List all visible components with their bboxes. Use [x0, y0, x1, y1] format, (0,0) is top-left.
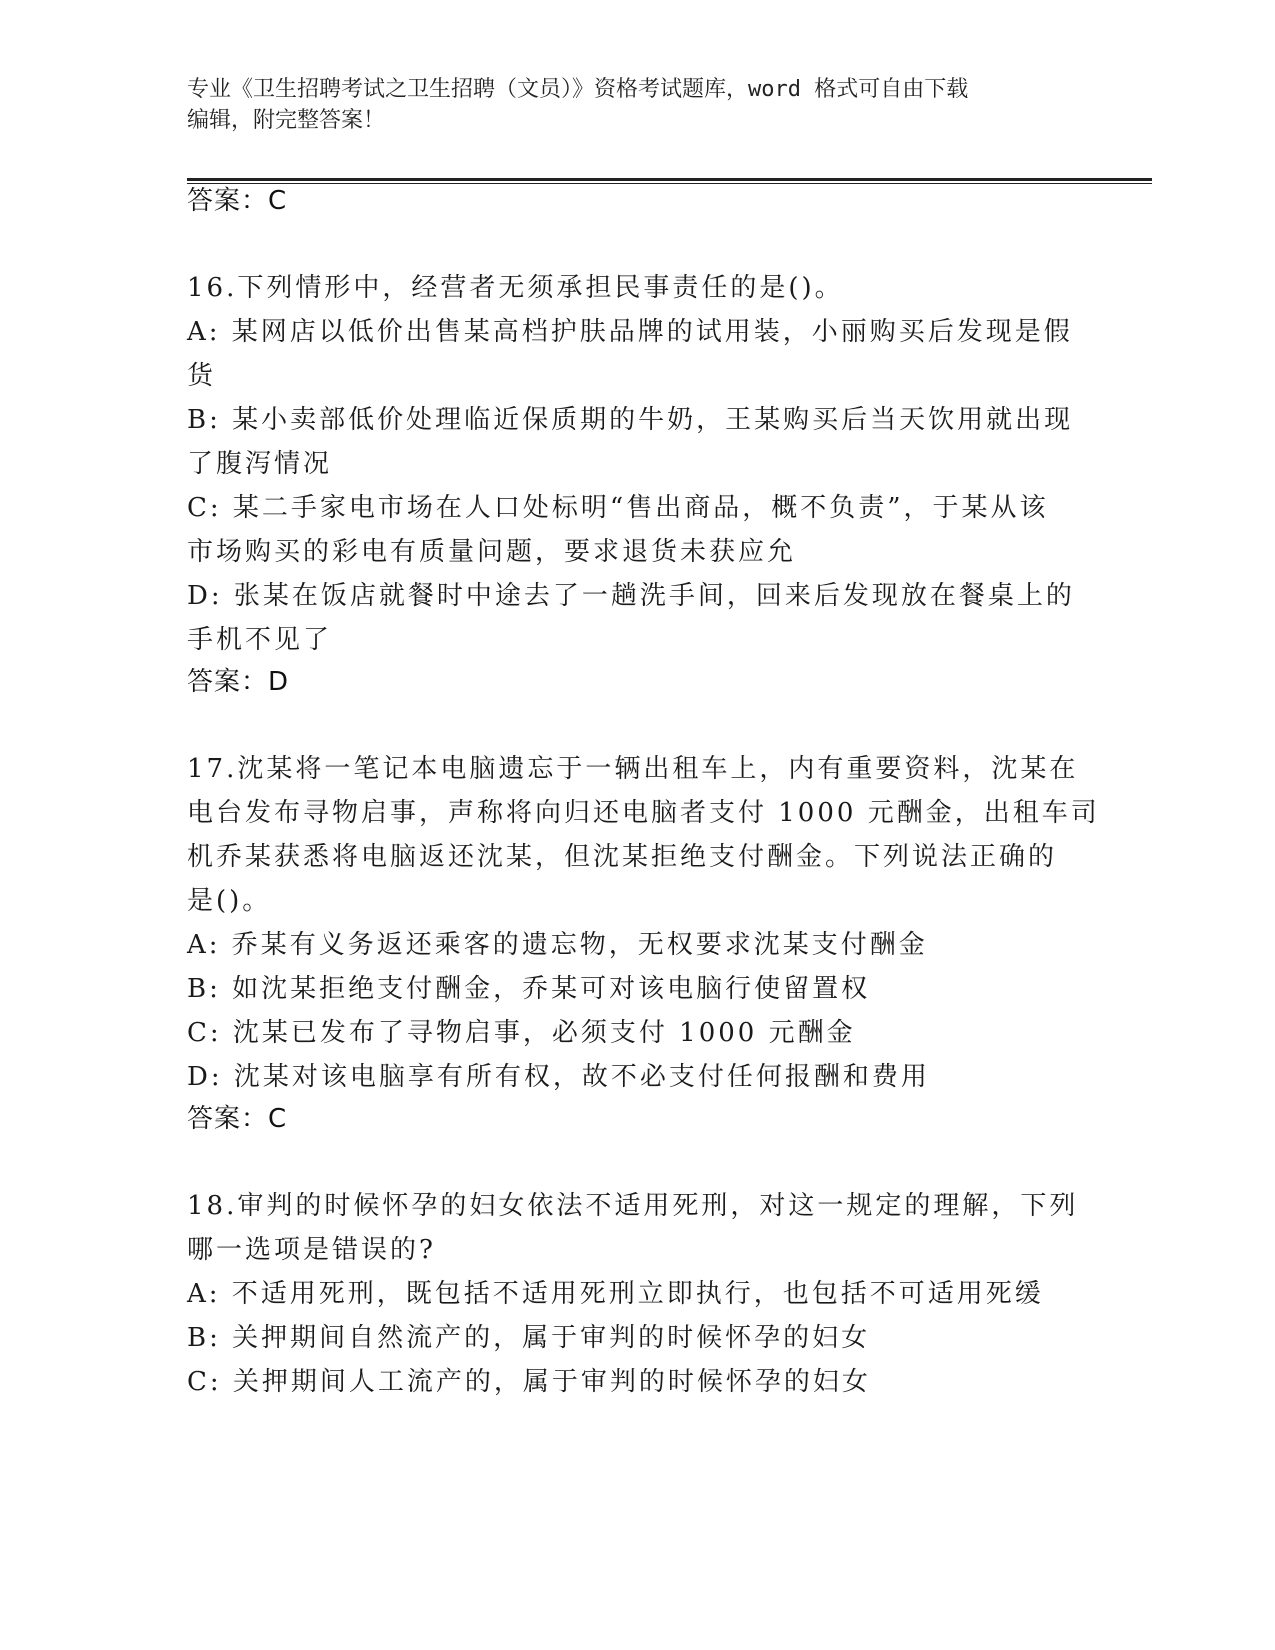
q18-stem-2: 哪一选项是错误的? — [187, 1235, 436, 1265]
q18-option-a: A: 不适用死刑，既包括不适用死刑立即执行，也包括不可适用死缓 — [187, 1279, 1044, 1309]
q17-option-c: C: 沈某已发布了寻物启事，必须支付 1000 元酬金 — [187, 1018, 856, 1048]
q17-answer: 答案：C — [187, 1104, 288, 1134]
q16-option-a: A: 某网店以低价出售某高档护肤品牌的试用装，小丽购买后发现是假 — [187, 317, 1073, 347]
q17-option-a: A: 乔某有义务返还乘客的遗忘物，无权要求沈某支付酬金 — [187, 930, 928, 960]
q17-stem-4: 是()。 — [187, 886, 272, 916]
header-line-2: 编辑，附完整答案！ — [187, 108, 386, 133]
document-header — [187, 74, 1087, 136]
q16-option-d-cont: 手机不见了 — [187, 625, 333, 655]
q17-stem-2: 电台发布寻物启事，声称将向归还电脑者支付 1000 元酬金，出租车司 — [187, 798, 1100, 828]
q16-option-a-cont: 货 — [187, 361, 217, 391]
header-rule-thick — [187, 178, 1152, 181]
q17-option-b: B: 如沈某拒绝支付酬金，乔某可对该电脑行使留置权 — [187, 974, 871, 1004]
q18-stem-1: 18.审判的时候怀孕的妇女依法不适用死刑，对这一规定的理解，下列 — [187, 1191, 1079, 1221]
q16-answer: 答案：D — [187, 667, 290, 697]
header-rule-thin — [187, 183, 1152, 184]
q17-stem-3: 机乔某获悉将电脑返还沈某，但沈某拒绝支付酬金。下列说法正确的 — [187, 842, 1058, 872]
q16-option-b: B: 某小卖部低价处理临近保质期的牛奶，王某购买后当天饮用就出现 — [187, 405, 1074, 435]
q16-option-c-cont: 市场购买的彩电有质量问题，要求退货未获应允 — [187, 537, 797, 567]
q17-stem-1: 17.沈某将一笔记本电脑遗忘于一辆出租车上，内有重要资料，沈某在 — [187, 754, 1079, 784]
q16-option-d: D: 张某在饭店就餐时中途去了一趟洗手间，回来后发现放在餐桌上的 — [187, 581, 1075, 611]
q18-option-b: B: 关押期间自然流产的，属于审判的时候怀孕的妇女 — [187, 1323, 871, 1353]
q16-stem: 16.下列情形中，经营者无须承担民事责任的是()。 — [187, 273, 844, 303]
q18-option-c: C: 关押期间人工流产的，属于审判的时候怀孕的妇女 — [187, 1367, 871, 1397]
header-line-1: 专业《卫生招聘考试之卫生招聘（文员）》资格考试题库，word 格式可自由下载 — [187, 77, 969, 102]
q16-option-b-cont: 了腹泻情况 — [187, 449, 333, 479]
q17-option-d: D: 沈某对该电脑享有所有权，故不必支付任何报酬和费用 — [187, 1062, 930, 1092]
q16-option-c: C: 某二手家电市场在人口处标明“售出商品，概不负责”，于某从该 — [187, 493, 1049, 523]
answer-15: 答案：C — [187, 186, 288, 216]
